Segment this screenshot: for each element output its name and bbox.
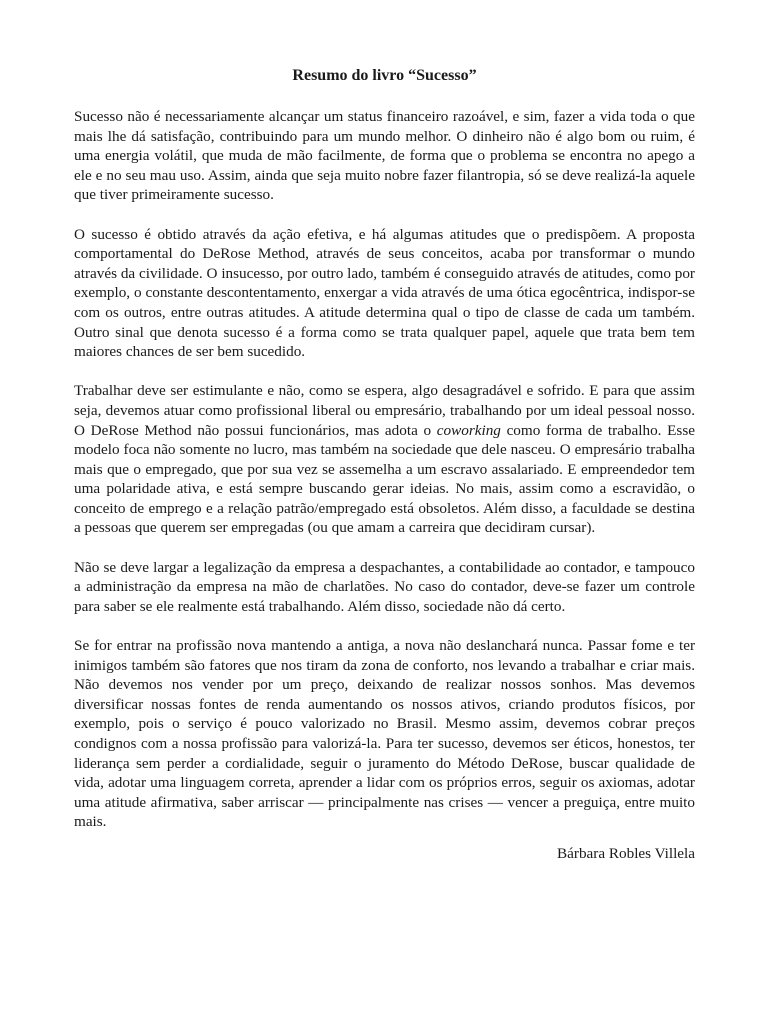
- paragraph-3-text-start: Trabalhar deve ser estimulante e não, como se espera, algo desagradável e sofrido. E para que assim seja, devemos atuar como profissional liberal ou empresário, trabalhando por um ideal pessoal nosso. O DeRose Method não possui funcionários, mas adota o: [74, 382, 695, 439]
- document-title: Resumo do livro “Sucesso”: [292, 67, 477, 84]
- paragraph-3-text-end: como forma de trabalho. Esse modelo foca não somente no lucro, mas também na sociedade que dele nasceu. O empresário trabalha mais que o empregado, que por sua vez se assemelha a um escravo assalariado. E empreendedor tem uma polaridade ativa, e está sempre buscando gerar ideias. No mais, assim como a escravidão, o conceito de emprego e a relação patrão/empregado está obsoletos. Além disso, a faculdade se destina a pessoas que querem ser empregadas (ou que amam a carreira que decidiram cursar).: [74, 421, 695, 537]
- paragraph-1: Sucesso não é necessariamente alcançar um status financeiro razoável, e sim, fazer a vida toda o que mais lhe dá satisfação, contribuindo para um mundo melhor. O dinheiro não é algo bom ou ruim, é uma energia volátil, que muda de mão facilmente, de forma que o problema se encontra no apego a ele e no seu mau uso. Assim, ainda que seja muito nobre fazer filantropia, só se deve realizá-la aquele que tiver primeiramente sucesso.: [74, 108, 695, 204]
- paragraph-5: Se for entrar na profissão nova mantendo a antiga, a nova não deslanchará nunca. Passar fome e ter inimigos também são fatores que nos tiram da zona de conforto, nos levando a trabalhar e criar mais. Não devemos nos vender por um preço, deixando de realizar nossos sonhos. Mas devemos diversificar nossas fontes de renda aumentando os nossos ativos, criando produtos físicos, por exemplo, pois o serviço é pouco valorizado no Brasil. Mesmo assim, devemos cobrar preços condignos com a nossa profissão para valorizá-la. Para ter sucesso, devemos ser éticos, honestos, ter liderança sem perder a cordialidade, seguir o juramento do Método DeRose, buscar qualidade de vida, adotar uma linguagem correta, aprender a lidar com os próprios erros, seguir os axiomas, adotar uma atitude afirmativa, saber arriscar — principalmente nas crises — vencer a preguiça, entre muito mais.: [74, 637, 695, 831]
- paragraph-2: O sucesso é obtido através da ação efetiva, e há algumas atitudes que o predispõem. A proposta comportamental do DeRose Method, através de seus conceitos, acaba por transformar o mundo através da civilidade. O insucesso, por outro lado, também é conseguido através de atitudes, como por exemplo, o constante descontentamento, enxergar a vida através de uma ótica egocêntrica, indispor-se com os outros, entre outras atitudes. A atitude determina qual o tipo de classe de cada um também. Outro sinal que denota sucesso é a forma como se trata qualquer papel, aquele que trata bem tem maiores chances de ser bem sucedido.: [74, 225, 695, 361]
- author-signature: Bárbara Robles Villela: [557, 844, 695, 862]
- document-page: [74, 66, 695, 864]
- paragraph-4: Não se deve largar a legalização da empresa a despachantes, a contabilidade ao contador, e tampouco a administração da empresa na mão de charlatões. No caso do contador, deve-se fazer um controle para saber se ele realmente está trabalhando. Além disso, sociedade não dá certo.: [74, 558, 695, 615]
- coworking-emphasis: coworking: [436, 421, 501, 439]
- paragraph-3: [74, 381, 695, 538]
